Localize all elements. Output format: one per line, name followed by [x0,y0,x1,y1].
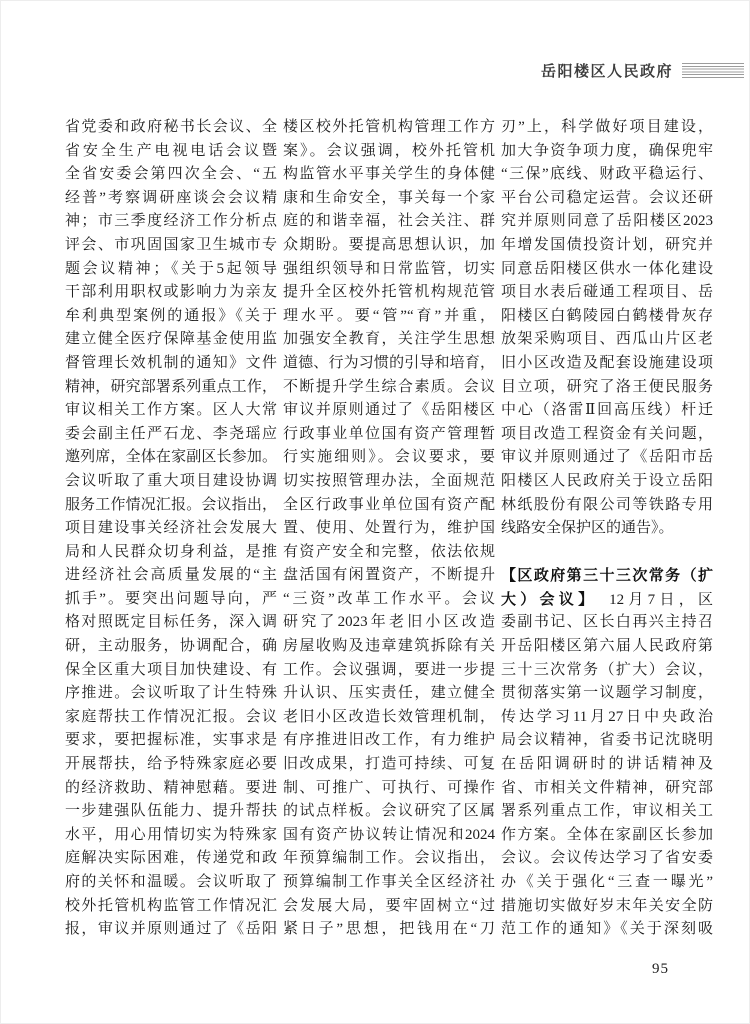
text-line: 水平，用心用情切实为特殊家 [65,826,277,843]
text-line: 经普”考察调研座谈会会议精 [65,189,277,206]
page-header [0,60,744,81]
text-line: 房屋收购及违章建筑拆除有关 [283,638,495,655]
text-line: 范工作的通知》《关于深刻吸 [501,921,713,938]
text-line: 全省安委会第四次全会、“五 [65,166,277,183]
text-line: 旧改成果，打造可持续、可复 [283,756,495,773]
text-line: 阳楼区白鹤陵园白鹤楼骨灰存 [501,307,713,324]
text-line: 国有资产协议转让情况和2024 [283,826,495,843]
text-line: 干部利用职权或影响力为亲友 [65,284,277,301]
text-line: 委副书记、区长白再兴主持召 [501,614,713,631]
entry-title: 【区政府第三十三次常务（扩 [501,567,713,585]
text-line: 不断提升学生综合素质。会议 [283,378,495,395]
text-line: 格对照既定目标任务，深入调 [65,614,277,631]
text-line: 省安全生产电视电话会议暨 [65,142,277,159]
text-line: 楼区校外托管机构管理工作方 [283,119,495,135]
text-line: 工作。会议强调，要进一步提 [283,661,495,678]
text-line: 牟利典型案例的通报》《关于 [65,307,277,324]
text-line: 在岳阳调研时的讲话精神及 [501,756,713,773]
text-line: 省党委和政府秘书长会议、全 [65,119,277,135]
text-line: “三保”底线、财政平稳运行、 [501,166,713,183]
text-line: 加强安全教育，关注学生思想 [283,331,495,348]
text-line: 督管理长效机制的通知》文件 [65,354,277,371]
text-line: 提升全区校外托管机构规范管 [283,284,495,301]
text-line: 建立健全医疗保障基金使用监 [65,331,277,348]
text-line: 庭解决实际困难，传递党和政 [65,850,277,867]
text-line: 年增发国债投资计划，研究并 [501,236,713,253]
text-line: 线路安全保护区的通告》。 [501,520,674,537]
text-line: 紧日子”思想，把钱用在“刀 [283,921,495,938]
text-line: 究并原则同意了岳阳楼区2023 [501,213,713,230]
text-column-1 [65,116,277,942]
text-line: 平台公司稳定运营。会议还研 [501,189,713,206]
text-line: 制、可推广、可执行、可操作 [283,779,495,796]
text-line: 三十三次常务（扩大）会议， [501,661,713,678]
text-line: 审议并原则通过了《岳阳市岳 [501,449,713,466]
text-line: 校外托管机构监管工作情况汇 [65,897,277,914]
text-line: 委会副主任严石龙、李尧瑶应 [65,425,277,442]
text-line: 保全区重大项目加快建设、有 [65,661,277,678]
text-line: 开展帮扶，给予特殊家庭必要 [65,756,277,773]
text-line: 阳楼区人民政府关于设立岳阳 [501,472,713,489]
text-column-2 [283,116,495,942]
text-line: 抓手”。要突出问题导向，严 [65,590,277,607]
text-line: 全区行政事业单位国有资产配 [283,496,495,513]
text-content [65,116,713,942]
text-line: 会议。会议传达学习了省安委 [501,850,713,867]
text-line: 精神，研究部署系列重点工作， [65,378,277,395]
text-line: 老旧小区改造长效管理机制， [283,708,495,725]
entry-title: 大）会议】 [501,590,590,608]
text-line: 题会议精神；《关于5起领导 [65,260,277,277]
text-line: 刃”上，科学做好项目建设， [501,119,713,135]
text-line: 置、使用、处置行为，维护国 [283,520,495,537]
text-line: 盘活国有闲置资产，不断提升 [283,567,495,584]
horizontal-rule-lines-icon [682,63,744,78]
text-line: 研究了2023年老旧小区改造 [283,614,495,631]
text-line: 传达学习11月27日中央政治 [501,708,713,725]
text-line: 家庭帮扶工作情况汇报。会议 [65,708,277,725]
text-line: 众期盼。要提高思想认识，加 [283,236,495,253]
text-line: 序推进。会议听取了计生特殊 [65,685,277,702]
text-line: 审议相关工作方案。区人大常 [65,402,277,419]
text-line: 评会、市巩固国家卫生城市专 [65,236,277,253]
text-line: 道德、行为习惯的引导和培育， [283,354,495,371]
text-line: 有序推进旧改工作，有力维护 [283,732,495,749]
text-line: 办《关于强化“三查一曝光” [501,874,713,890]
text-line: 构监管水平事关学生的身体健 [283,166,495,183]
text-line: 加大争资争项力度，确保兜牢 [501,142,713,159]
text-line: 强组织领导和日常监管，切实 [283,260,495,277]
text-line: 要求，要把握标准，实事求是 [65,732,277,749]
text-line: 旧小区改造及配套设施建设项 [501,354,713,371]
text-line: 理水平。要“管”“育”并重， [283,307,495,324]
text-line: 林纸股份有限公司等铁路专用 [501,496,713,513]
text-line [501,564,713,588]
text-line: 切实按照管理办法，全面规范 [283,472,495,489]
text-line: 项目建设事关经济社会发展大 [65,520,277,537]
text-line: 庭的和谐幸福，社会关注、群 [283,213,495,230]
text-column-3 [501,116,713,942]
text-line: 行实施细则》。会议要求，要 [283,449,495,466]
text-line: 预算编制工作事关全区经济社 [283,874,495,890]
text-line: 目立项，研究了洛王便民服务 [501,378,713,395]
page-number: 95 [652,961,669,977]
text-line: 大）会议】 12月7日，区 [501,590,713,608]
text-line: 同意岳阳楼区供水一体化建设 [501,260,713,277]
text-line: 开岳阳楼区第六届人民政府第 [501,638,713,655]
text-line: 研，主动服务，协调配合，确 [65,638,277,655]
text-line: 府的关怀和温暖。会议听取了 [65,874,277,890]
text-line: 行政事业单位国有资产管理暂 [283,425,495,442]
text-line: 署系列重点工作，审议相关工 [501,803,713,820]
text-line: 康和生命安全，事关每一个家 [283,189,495,206]
text-line: 贯彻落实第一议题学习制度， [501,685,713,702]
text-line: 案》。会议强调，校外托管机 [283,142,495,159]
text-line [501,541,713,565]
text-line: 省、市相关文件精神，研究部 [501,779,713,796]
text-line: 局和人民群众切身利益，是推 [65,543,277,560]
text-line: 中心（洛雷Ⅱ回高压线）杆迁 [501,402,713,419]
page-title: 岳阳楼区人民政府 [540,63,673,80]
text-line: 年预算编制工作。会议指出， [283,850,495,867]
text-line: 会发展大局，要牢固树立“过 [283,897,495,914]
text-line: 神；市三季度经济工作分析点 [65,213,277,230]
text-line: 措施切实做好岁末年关安全防 [501,897,713,914]
text-line: 项目水表后碰通工程项目、岳 [501,284,713,301]
text-line: 服务工作情况汇报。会议指出， [65,496,277,513]
text-line: 项目改造工程资金有关问题， [501,425,713,442]
text-line: 的经济救助、精神慰藉。要进 [65,779,277,796]
text-line: 会议听取了重大项目建设协调 [65,472,277,489]
text-line: 局会议精神，省委书记沈晓明 [501,732,713,749]
text-line: 作方案。全体在家副区长参加 [501,826,713,843]
text-line: 升认识、压实责任，建立健全 [283,685,495,702]
text-line: 进经济社会高质量发展的“主 [65,567,277,584]
text-line: “三资”改革工作水平。会议 [283,590,495,607]
text-line: 一步建强队伍能力、提升帮扶 [65,803,277,820]
text-line: 审议并原则通过了《岳阳楼区 [283,402,495,419]
text-line: 邀列席，全体在家副区长参加。 [65,449,277,466]
text-line: 有资产安全和完整，依法依规 [283,543,495,560]
text-line: 报，审议并原则通过了《岳阳 [65,921,277,938]
text-line: 放架采购项目、西瓜山片区老 [501,331,713,348]
text-line: 的试点样板。会议研究了区属 [283,803,495,820]
